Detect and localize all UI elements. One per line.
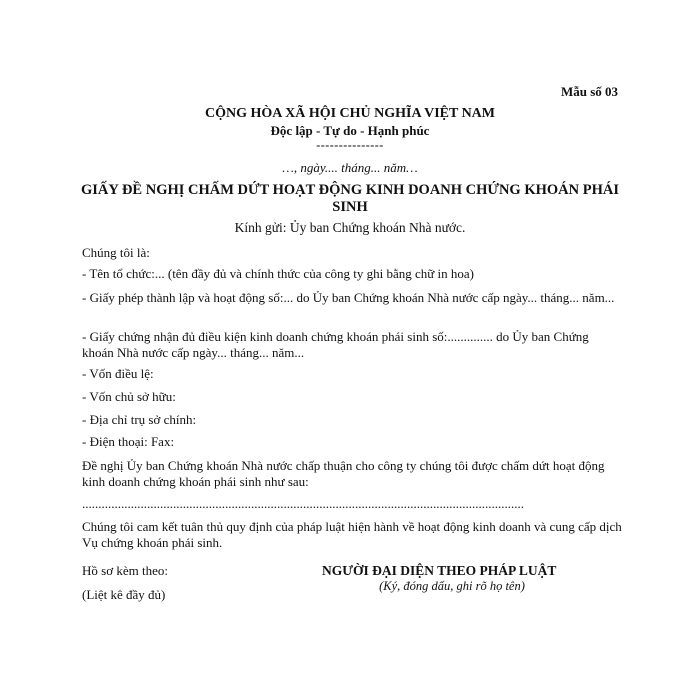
request-paragraph: Đề nghị Ủy ban Chứng khoán Nhà nước chấp thuận cho công ty chúng tôi được chấm dứt hoạt động kinh doanh chứng khoán phái sinh như sau: <box>82 458 605 489</box>
org-name-field: - Tên tổ chức:... (tên đầy đủ và chính thức của công ty ghi bằng chữ in hoa) <box>82 266 475 281</box>
title-line-2: SINH <box>332 199 368 215</box>
title-line-1: GIẤY ĐỀ NGHỊ CHẤM DỨT HOẠT ĐỘNG KINH DOANH CHỨNG KHOÁN PHÁI <box>81 182 619 198</box>
charter-capital-field: - Vốn điều lệ: <box>82 366 154 381</box>
commitment-paragraph: Chúng tôi cam kết tuân thủ quy định của pháp luật hiện hành về hoạt động kinh doanh và cung cấp dịch Vụ chứng khoán phái sinh. <box>82 519 622 550</box>
equity-field: - Vốn chủ sở hữu: <box>82 389 176 404</box>
date-line: …, ngày.... tháng... năm… <box>282 160 418 175</box>
address-field: - Địa chỉ trụ sở chính: <box>82 412 197 427</box>
form-number: Mẫu số 03 <box>560 84 618 99</box>
dotted-line: ........................................................................................................................................ <box>82 496 524 511</box>
certificate-field: - Giấy chứng nhận đủ điều kiện kinh doanh chứng khoán phái sinh số:.............. do Ủy ban Chứng khoán Nhà nước cấp ngày... tháng... năm... <box>82 329 589 360</box>
intro-text: Chúng tôi là: <box>82 245 150 260</box>
phone-fax-field: - Điện thoại: Fax: <box>82 434 175 449</box>
motto: Độc lập - Tự do - Hạnh phúc <box>270 123 430 138</box>
attachments-note: (Liệt kê đầy đủ) <box>82 587 166 602</box>
header-separator: --------------- <box>316 138 384 152</box>
signer-note: (Ký, đóng dấu, ghi rõ họ tên) <box>379 579 525 593</box>
attachments-label: Hồ sơ kèm theo: <box>82 563 168 578</box>
license-field: - Giấy phép thành lập và hoạt động số:... do Ủy ban Chứng khoán Nhà nước cấp ngày... tháng... năm... <box>82 290 615 305</box>
nation-heading: CỘNG HÒA XÃ HỘI CHỦ NGHĨA VIỆT NAM <box>204 106 495 121</box>
document-title <box>0 182 700 216</box>
signer-title: NGƯỜI ĐẠI DIỆN THEO PHÁP LUẬT <box>322 563 557 578</box>
recipient: Kính gửi: Ủy ban Chứng khoán Nhà nước. <box>234 220 466 235</box>
